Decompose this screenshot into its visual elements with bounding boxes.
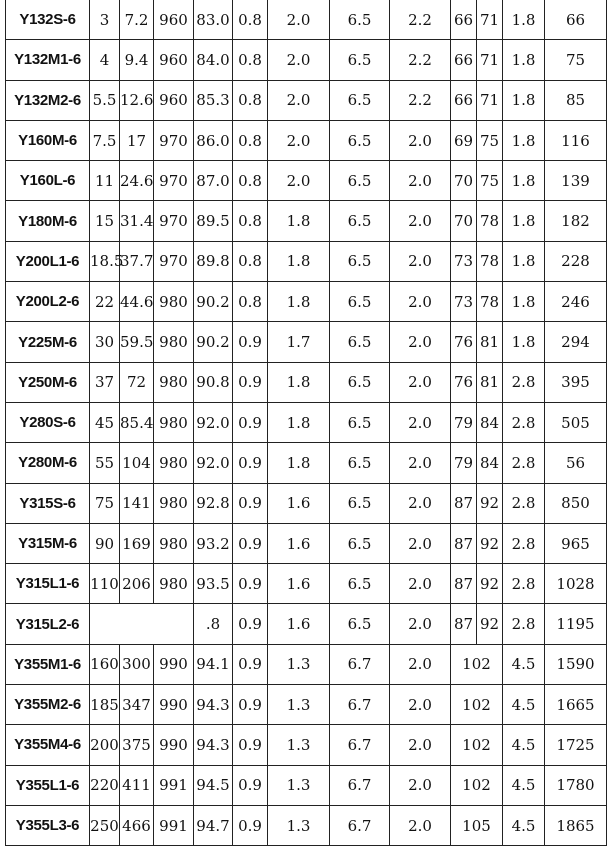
value-cell: 6.7 [330,725,390,765]
model-cell: Y225M-6 [6,322,90,362]
value-cell: 1.8 [503,0,545,40]
value-cell: 980 [154,322,194,362]
value-cell: 960 [154,40,194,80]
value-cell: 1.7 [268,322,330,362]
value-cell: 18.5 [90,241,120,281]
value-cell: 93.5 [194,564,233,604]
value-cell: 94.3 [194,685,233,725]
value-cell: 0.8 [233,120,268,160]
value-cell: 990 [154,644,194,684]
value-cell: 2.0 [390,322,451,362]
value-cell: 87 [451,483,477,523]
value-cell: 59.5 [120,322,154,362]
value-cell: 22 [90,282,120,322]
value-cell: 980 [154,282,194,322]
value-cell: 79 [451,443,477,483]
model-cell: Y355M2-6 [6,685,90,725]
value-cell: 89.8 [194,241,233,281]
value-cell: 139 [545,161,607,201]
table-row [6,161,607,201]
value-cell: 6.5 [330,443,390,483]
table-row [6,644,607,684]
value-cell: 185 [90,685,120,725]
value-cell: 84 [477,402,503,442]
value-cell: 980 [154,362,194,402]
model-cell: Y280S-6 [6,402,90,442]
table-row [6,604,607,644]
value-cell: 6.5 [330,483,390,523]
value-cell: 0.8 [233,161,268,201]
value-cell: 1.8 [268,201,330,241]
value-cell: 0.9 [233,483,268,523]
value-cell: 6.5 [330,0,390,40]
value-cell: 6.5 [330,80,390,120]
value-cell: 2.8 [503,483,545,523]
value-cell: 86.0 [194,120,233,160]
value-cell: 0.9 [233,443,268,483]
value-cell: 160 [90,644,120,684]
value-cell: 85 [545,80,607,120]
model-cell: Y160M-6 [6,120,90,160]
value-cell: 92.0 [194,443,233,483]
value-cell: 1195 [545,604,607,644]
value-cell: 1590 [545,644,607,684]
model-cell: Y315M-6 [6,523,90,563]
value-cell: 850 [545,483,607,523]
table-row [6,282,607,322]
value-cell: 31.4 [120,201,154,241]
value-cell: 1.8 [268,362,330,402]
value-cell: 2.0 [390,685,451,725]
value-cell: 87 [451,523,477,563]
value-cell: 0.9 [233,604,268,644]
value-cell: 206 [120,564,154,604]
value-cell: 75 [477,120,503,160]
value-cell: 2.0 [268,120,330,160]
table-row [6,523,607,563]
value-cell: 1665 [545,685,607,725]
value-cell: 200 [90,725,120,765]
value-cell: 71 [477,40,503,80]
value-cell: 0.9 [233,644,268,684]
value-cell: 970 [154,161,194,201]
value-cell: 0.9 [233,725,268,765]
value-cell: 2.0 [390,805,451,845]
value-cell: 246 [545,282,607,322]
value-cell: 169 [120,523,154,563]
value-cell: 1.8 [503,120,545,160]
value-cell: 85.4 [120,402,154,442]
value-cell: 78 [477,282,503,322]
value-cell: 1.3 [268,685,330,725]
table-row [6,483,607,523]
value-cell: 73 [451,282,477,322]
value-cell: 92 [477,523,503,563]
value-cell: 6.7 [330,765,390,805]
value-cell: 0.8 [233,0,268,40]
value-cell: 84.0 [194,40,233,80]
model-cell: Y132M1-6 [6,40,90,80]
value-cell: 4.5 [503,725,545,765]
value-cell: 2.8 [503,523,545,563]
value-cell: .8 [194,604,233,644]
value-cell: 94.7 [194,805,233,845]
value-cell: 94.1 [194,644,233,684]
value-cell: 228 [545,241,607,281]
value-cell: 75 [477,161,503,201]
value-cell: 1.6 [268,523,330,563]
value-cell: 2.0 [390,443,451,483]
value-cell: 76 [451,362,477,402]
value-cell: 90.2 [194,322,233,362]
value-cell: 1.8 [503,40,545,80]
value-cell: 395 [545,362,607,402]
value-cell: 980 [154,523,194,563]
value-cell: 6.5 [330,201,390,241]
value-cell: 0.9 [233,402,268,442]
value-cell: 72 [120,362,154,402]
value-cell: 6.5 [330,282,390,322]
table-row [6,765,607,805]
value-cell: 0.8 [233,201,268,241]
table-row [6,805,607,845]
value-cell: 116 [545,120,607,160]
value-cell: 2.8 [503,604,545,644]
value-cell: 1.8 [503,80,545,120]
model-cell: Y355M4-6 [6,725,90,765]
value-cell: 0.8 [233,80,268,120]
value-cell: 1028 [545,564,607,604]
table-row [6,443,607,483]
model-cell: Y132M2-6 [6,80,90,120]
value-cell: 70 [451,201,477,241]
value-cell: 991 [154,805,194,845]
value-cell: 71 [477,0,503,40]
value-cell: 90.2 [194,282,233,322]
value-cell: 2.2 [390,40,451,80]
value-cell: 2.0 [390,523,451,563]
value-cell: 12.6 [120,80,154,120]
value-cell: 2.0 [390,362,451,402]
value-cell: 1.8 [503,241,545,281]
value-cell: 81 [477,362,503,402]
value-cell: 1.8 [268,402,330,442]
model-cell: Y250M-6 [6,362,90,402]
value-cell: 2.0 [390,241,451,281]
value-cell: 15 [90,201,120,241]
value-cell: 2.0 [390,725,451,765]
value-cell: 83.0 [194,0,233,40]
value-cell: 6.7 [330,805,390,845]
value-cell: 970 [154,241,194,281]
value-cell: 0.8 [233,241,268,281]
value-cell: 2.0 [390,120,451,160]
table-row [6,564,607,604]
value-cell: 9.4 [120,40,154,80]
value-cell: 1.3 [268,725,330,765]
value-cell: 2.0 [268,161,330,201]
value-cell: 110 [90,564,120,604]
value-cell: 1865 [545,805,607,845]
table-row [6,0,607,40]
value-cell: 7.5 [90,120,120,160]
value-cell: 37.7 [120,241,154,281]
value-cell: 6.5 [330,604,390,644]
value-cell: 0.9 [233,362,268,402]
value-cell: 24.6 [120,161,154,201]
value-cell: 2.0 [390,201,451,241]
value-cell: 2.0 [390,564,451,604]
value-cell: 2.0 [390,604,451,644]
value-cell: 411 [120,765,154,805]
value-cell: 980 [154,564,194,604]
value-cell: 6.5 [330,241,390,281]
value-cell: 4.5 [503,765,545,805]
value-cell: 965 [545,523,607,563]
value-cell: 84 [477,443,503,483]
value-cell: 1725 [545,725,607,765]
value-cell: 92.8 [194,483,233,523]
value-cell: 300 [120,644,154,684]
value-cell: 89.5 [194,201,233,241]
value-cell: 1.8 [503,282,545,322]
value-cell: 6.5 [330,564,390,604]
value-cell: 505 [545,402,607,442]
value-cell: 87 [451,604,477,644]
motor-spec-table [5,0,607,846]
value-cell: 2.8 [503,402,545,442]
value-cell: 102 [451,725,503,765]
value-cell: 6.5 [330,402,390,442]
model-cell: Y355L1-6 [6,765,90,805]
model-cell: Y180M-6 [6,201,90,241]
model-cell: Y315L2-6 [6,604,90,644]
value-cell: 6.7 [330,685,390,725]
table-row [6,685,607,725]
value-cell: 90.8 [194,362,233,402]
value-cell: 347 [120,685,154,725]
value-cell: 6.5 [330,40,390,80]
table-row [6,362,607,402]
value-cell: 4.5 [503,644,545,684]
value-cell: 970 [154,120,194,160]
value-cell: 990 [154,725,194,765]
value-cell: 1.3 [268,765,330,805]
value-cell: 960 [154,0,194,40]
value-cell: 105 [451,805,503,845]
value-cell: 87 [451,564,477,604]
value-cell: 0.9 [233,564,268,604]
value-cell: 70 [451,161,477,201]
value-cell: 78 [477,201,503,241]
value-cell: 4.5 [503,685,545,725]
value-cell: 45 [90,402,120,442]
value-cell: 66 [545,0,607,40]
value-cell: 2.0 [390,644,451,684]
value-cell: 92 [477,604,503,644]
value-cell: 990 [154,685,194,725]
value-cell: 6.5 [330,322,390,362]
value-cell: 44.6 [120,282,154,322]
value-cell: 92 [477,564,503,604]
value-cell: 7.2 [120,0,154,40]
value-cell: 0.9 [233,805,268,845]
value-cell: 56 [545,443,607,483]
value-cell: 2.8 [503,443,545,483]
value-cell: 75 [90,483,120,523]
value-cell: 2.0 [390,483,451,523]
value-cell: 66 [451,40,477,80]
model-cell: Y200L1-6 [6,241,90,281]
table-row [6,80,607,120]
value-cell: 1.3 [268,805,330,845]
value-cell: 94.3 [194,725,233,765]
value-cell: 466 [120,805,154,845]
value-cell: 1.8 [503,322,545,362]
value-cell: 980 [154,443,194,483]
value-cell: 75 [545,40,607,80]
value-cell: 1.6 [268,564,330,604]
model-cell: Y315L1-6 [6,564,90,604]
table-row [6,40,607,80]
value-cell: 1.8 [268,443,330,483]
table-row [6,201,607,241]
value-cell: 6.5 [330,120,390,160]
value-cell: 1.6 [268,604,330,644]
value-cell: 1.8 [268,241,330,281]
table-row [6,120,607,160]
value-cell: 1.8 [503,161,545,201]
value-cell: 1780 [545,765,607,805]
value-cell: 0.8 [233,282,268,322]
model-cell: Y200L2-6 [6,282,90,322]
table-row [6,322,607,362]
value-cell: 4 [90,40,120,80]
value-cell: 6.7 [330,644,390,684]
value-cell: 102 [451,765,503,805]
value-cell: 2.0 [268,80,330,120]
value-cell: 92 [477,483,503,523]
value-cell: 2.2 [390,80,451,120]
value-cell: 4.5 [503,805,545,845]
model-cell: Y160L-6 [6,161,90,201]
value-cell: 2.0 [268,0,330,40]
value-cell: 0.9 [233,765,268,805]
model-cell: Y280M-6 [6,443,90,483]
value-cell: 71 [477,80,503,120]
value-cell: 76 [451,322,477,362]
model-cell: Y355M1-6 [6,644,90,684]
value-cell: 92.0 [194,402,233,442]
value-cell: 102 [451,685,503,725]
value-cell: 220 [90,765,120,805]
value-cell: 1.6 [268,483,330,523]
value-cell: 2.0 [268,40,330,80]
value-cell: 55 [90,443,120,483]
value-cell: 5.5 [90,80,120,120]
value-cell: 6.5 [330,161,390,201]
value-cell: 970 [154,201,194,241]
empty-cell [90,604,194,644]
value-cell: 73 [451,241,477,281]
value-cell: 93.2 [194,523,233,563]
value-cell: 6.5 [330,523,390,563]
value-cell: 0.9 [233,523,268,563]
value-cell: 11 [90,161,120,201]
value-cell: 2.8 [503,362,545,402]
value-cell: 87.0 [194,161,233,201]
table-row [6,725,607,765]
value-cell: 0.8 [233,40,268,80]
value-cell: 250 [90,805,120,845]
value-cell: 980 [154,483,194,523]
model-cell: Y132S-6 [6,0,90,40]
value-cell: 78 [477,241,503,281]
value-cell: 1.8 [503,201,545,241]
value-cell: 2.0 [390,282,451,322]
value-cell: 66 [451,0,477,40]
value-cell: 90 [90,523,120,563]
value-cell: 37 [90,362,120,402]
value-cell: 980 [154,402,194,442]
value-cell: 0.9 [233,685,268,725]
value-cell: 30 [90,322,120,362]
value-cell: 991 [154,765,194,805]
value-cell: 85.3 [194,80,233,120]
value-cell: 69 [451,120,477,160]
table-row [6,402,607,442]
value-cell: 375 [120,725,154,765]
value-cell: 141 [120,483,154,523]
value-cell: 79 [451,402,477,442]
value-cell: 2.2 [390,0,451,40]
model-cell: Y355L3-6 [6,805,90,845]
value-cell: 1.8 [268,282,330,322]
value-cell: 2.0 [390,765,451,805]
model-cell: Y315S-6 [6,483,90,523]
value-cell: 2.0 [390,402,451,442]
value-cell: 94.5 [194,765,233,805]
value-cell: 1.3 [268,644,330,684]
value-cell: 3 [90,0,120,40]
value-cell: 66 [451,80,477,120]
table-row [6,241,607,281]
value-cell: 0.9 [233,322,268,362]
value-cell: 2.8 [503,564,545,604]
value-cell: 6.5 [330,362,390,402]
value-cell: 17 [120,120,154,160]
value-cell: 294 [545,322,607,362]
value-cell: 102 [451,644,503,684]
value-cell: 2.0 [390,161,451,201]
value-cell: 81 [477,322,503,362]
value-cell: 182 [545,201,607,241]
value-cell: 104 [120,443,154,483]
value-cell: 960 [154,80,194,120]
